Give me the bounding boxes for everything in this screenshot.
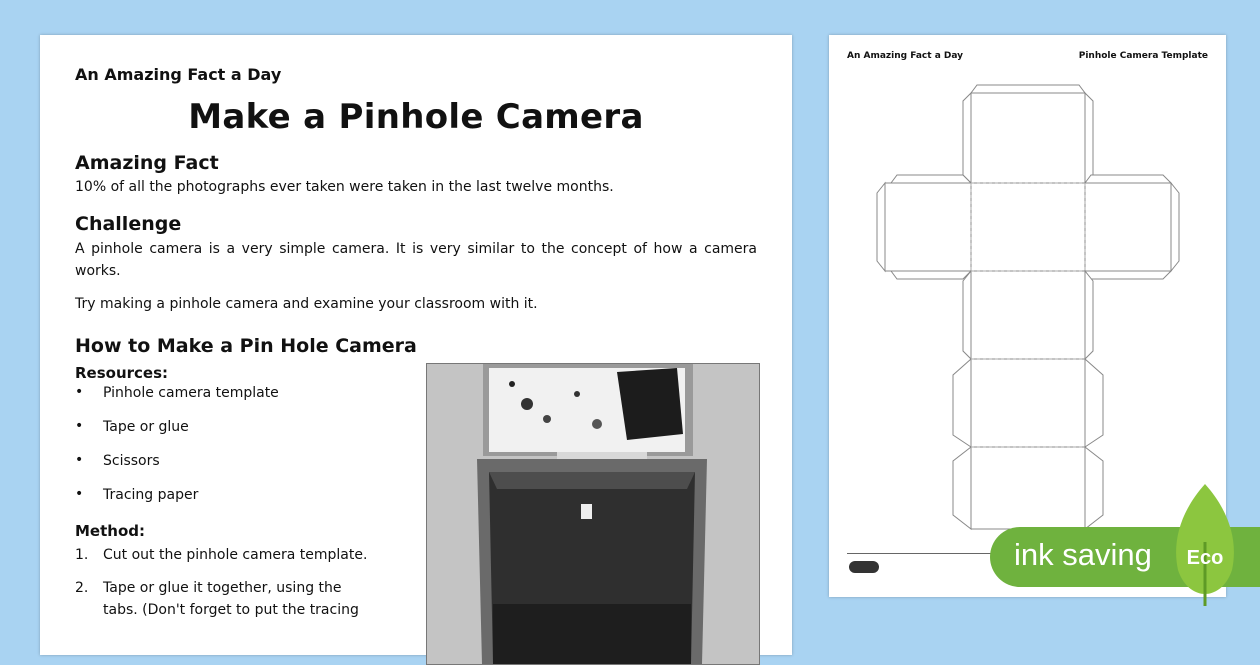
camera-photo-illustration xyxy=(427,364,759,664)
eco-label: Eco xyxy=(1186,547,1224,569)
template-header-right: Pinhole Camera Template xyxy=(1078,51,1208,61)
list-item: • Scissors xyxy=(75,453,279,487)
list-item xyxy=(75,544,375,566)
template-page xyxy=(829,35,1226,597)
resources-label: Resources: xyxy=(75,364,169,382)
step-number: 2. xyxy=(75,580,89,596)
resources-list xyxy=(75,385,279,521)
challenge-text: A pinhole camera is a very simple camera. It is very similar to the concept of how a camera works. xyxy=(75,241,757,279)
pinhole-camera-photo xyxy=(426,363,760,665)
publisher-logo-icon xyxy=(849,561,879,573)
challenge-heading: Challenge xyxy=(75,213,182,235)
template-header-left: An Amazing Fact a Day xyxy=(847,51,964,61)
amazing-fact-text: 10% of all the photographs ever taken were taken in the last twelve months. xyxy=(75,179,614,195)
worksheet-header: An Amazing Fact a Day xyxy=(75,65,282,84)
eco-leaf-icon xyxy=(1170,482,1240,608)
worksheet-page xyxy=(40,35,792,655)
challenge-instruction: Try making a pinhole camera and examine your classroom with it. xyxy=(75,296,538,312)
amazing-fact-heading: Amazing Fact xyxy=(75,152,219,174)
step-text: Cut out the pinhole camera template. xyxy=(103,547,368,563)
page-title: Make a Pinhole Camera xyxy=(188,97,644,137)
method-label: Method: xyxy=(75,522,145,540)
list-item: • Tracing paper xyxy=(75,487,279,521)
step-number: 1. xyxy=(75,547,89,563)
step-text: Tape or glue it together, using the tabs. (Don't forget to put the tracing xyxy=(103,580,359,618)
list-item xyxy=(75,577,375,621)
list-item: • Tape or glue xyxy=(75,419,279,453)
method-steps xyxy=(75,544,375,632)
badge-text: ink saving xyxy=(1014,537,1152,572)
list-item: • Pinhole camera template xyxy=(75,385,279,419)
cube-net-template xyxy=(829,35,1226,597)
how-to-heading: How to Make a Pin Hole Camera xyxy=(75,335,417,357)
